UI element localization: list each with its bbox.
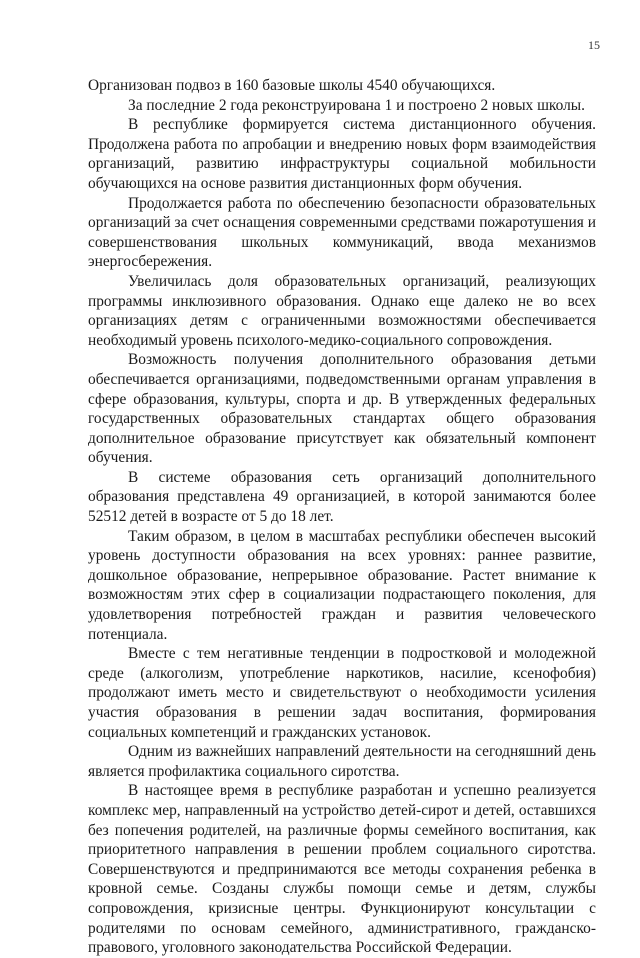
paragraph-inclusive-education: Увеличилась доля образовательных организаций, реализующих программы инклюзивного образования. Однако еще далеко не во всех организациях детям с ограниченными возможностями обеспечивается необходимый уровень психолого-медико-социального сопровождения. bbox=[88, 272, 596, 349]
paragraph-accessibility: Таким образом, в целом в масштабах республики обеспечен высокий уровень доступности образования на всех уровнях: раннее развитие, дошкольное образование, непрерывное образование. Растет внимание к возможностям этих сфер в социализации подрастающего поколения, для удовлетворения потребностей граждан и развития человеческого потенциала. bbox=[88, 527, 596, 643]
paragraph-organizations-network: В системе образования сеть организаций дополнительного образования представлена 49 организацией, в которой занимаются более 52512 детей в возрасте от 5 до 18 лет. bbox=[88, 468, 596, 526]
page-number: 15 bbox=[588, 38, 600, 52]
paragraph-distance-learning: В республике формируется система дистанционного обучения. Продолжена работа по апробации и внедрению новых форм взаимодействия организаций, развитию инфраструктуры социальной мобильности обучающихся на основе развития дистанционных форм обучения. bbox=[88, 116, 596, 192]
paragraph-transport: Организован подвоз в 160 базовые школы 4540 обучающихся. bbox=[88, 77, 496, 94]
paragraph-negative-trends: Вместе с тем негативные тенденции в подростковой и молодежной среде (алкоголизм, употребление наркотиков, насилие, ксенофобия) продолжают иметь место и свидетельствуют о необходимости усиления участия образования в решении задач воспитания, формирования социальных компетенций и гражданских установок. bbox=[88, 645, 596, 741]
paragraph-safety: Продолжается работа по обеспечению безопасности образовательных организаций за счет оснащения современными средствами пожаротушения и совершенствования школьных коммуникаций, ввода механизмов энергосбережения. bbox=[88, 194, 596, 271]
paragraph-schools-reconstruction: За последние 2 года реконструирована 1 и построено 2 новых школы. bbox=[128, 96, 585, 114]
body-text bbox=[88, 76, 596, 958]
paragraph-additional-education: Возможность получения дополнительного образования детьми обеспечивается организациями, подведомственными органам управления в сфере образования, культуры, спорта и др. В утвержденных федеральных государственных образовательных стандартах общего образования дополнительное образование присутствует как обязательный компонент обучения. bbox=[88, 351, 596, 467]
paragraph-orphanhood-prevention: Одним из важнейших направлений деятельности на сегодняшний день является профилактика социального сиротства. bbox=[88, 743, 596, 780]
paragraph-family-measures: В настоящее время в республике разработан и успешно реализуется комплекс мер, направленный на устройство детей-сирот и детей, оставшихся без попечения родителей, на различные формы семейного воспитания, как приоритетного направления в решении проблем социального сиротства. Совершенствуются и предпринимаются все методы сохранения ребенка в кровной семье. Созданы службы помощи семье и детям, службы сопровождения, кризисные центры. Функционируют консультации с родителями по основам семейного, административного, гражданско-правового, уголовного законодательства Российской Федерации. bbox=[88, 782, 596, 957]
